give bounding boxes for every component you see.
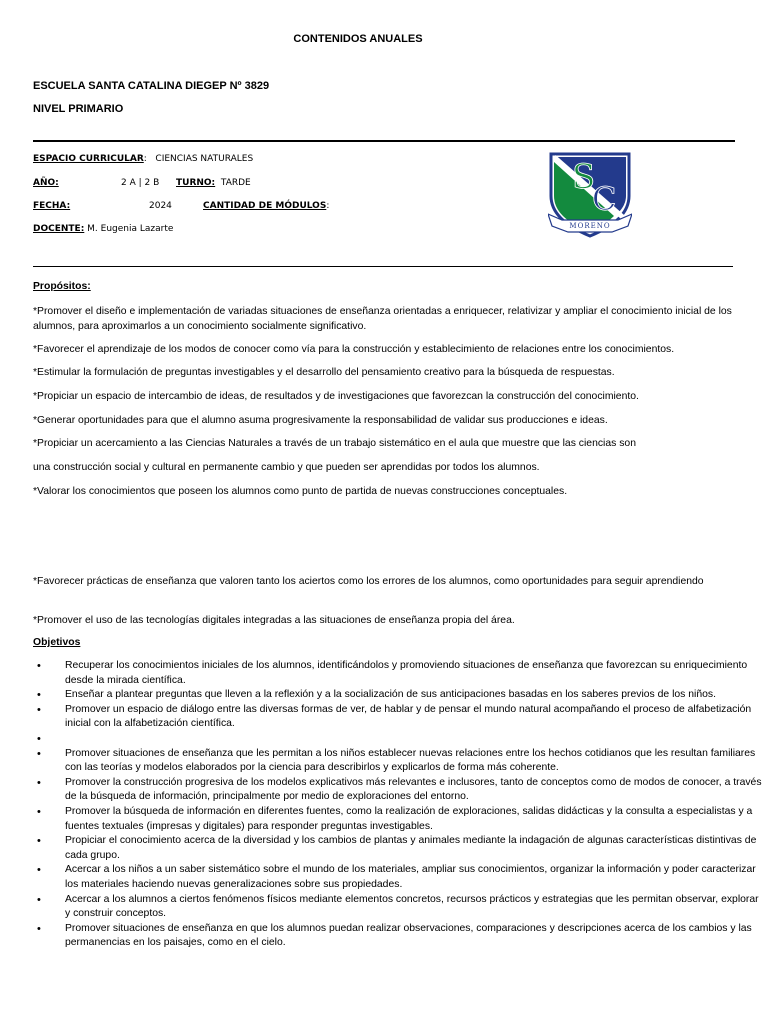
info-divider xyxy=(33,266,733,267)
objetivos-list xyxy=(33,659,765,951)
logo-letter-c: C xyxy=(592,180,617,218)
espacio-curricular-row: ESPACIO CURRICULAR: CIENCIAS NATURALES xyxy=(33,154,254,164)
propositos-heading: Propósitos: xyxy=(33,281,91,292)
proposito-item: *Promover el uso de las tecnologías digitales integradas a las situaciones de enseñanza propia del área. xyxy=(33,615,515,626)
modulos-field: CANTIDAD DE MÓDULOS: xyxy=(203,201,330,211)
objetivo-item: • Promover situaciones de enseñanza en que los alumnos puedan realizar observaciones, comparaciones y descripciones acerca de los cambios y las permanencias en los paisajes, como en el cielo. xyxy=(65,922,765,951)
turno-label: TURNO: xyxy=(176,178,216,188)
proposito-item: *Favorecer prácticas de enseñanza que valoren tanto los aciertos como los errores de los alumnos, como oportunidades para seguir aprendiendo xyxy=(33,576,704,587)
objetivo-item: • Promover situaciones de enseñanza que les permitan a los niños establecer nuevas relaciones entre los hechos cotidianos que les resultan familiares con las teorías y modelos elaborados por la ciencia para describirlos y explicarlos de forma más coherente. xyxy=(65,747,765,776)
proposito-item: *Favorecer el aprendizaje de los modos de conocer como vía para la construcción y establecimiento de relaciones entre los conocimientos. xyxy=(33,344,675,355)
docente-row xyxy=(33,224,173,234)
document-title: CONTENIDOS ANUALES xyxy=(293,33,423,45)
espacio-curricular-label: ESPACIO CURRICULAR xyxy=(33,154,144,164)
fecha-value: 2024 xyxy=(149,201,172,211)
fecha-label: FECHA: xyxy=(33,201,71,211)
objetivo-item: • Recuperar los conocimientos iniciales de los alumnos, identificándolos y promoviendo situaciones de enseñanza que favorezcan su enriquecimiento desde la mirada científica. xyxy=(65,659,765,688)
objetivos-heading: Objetivos xyxy=(33,637,81,648)
proposito-item: *Generar oportunidades para que el alumno asuma progresivamente la responsabilidad de validar sus producciones e ideas. xyxy=(33,415,608,426)
school-level: NIVEL PRIMARIO xyxy=(33,103,124,115)
objetivo-item: • Promover un espacio de diálogo entre las diversas formas de ver, de hablar y de pensar el mundo natural acompañando el proceso de alfabetización inicial con la alfabetización científica. xyxy=(65,703,765,732)
docente-label: DOCENTE: xyxy=(33,224,85,234)
proposito-item: *Valorar los conocimientos que poseen los alumnos como punto de partida de nuevas construcciones conceptuales. xyxy=(33,486,568,497)
objetivo-item: • Acercar a los niños a un saber sistemático sobre el mundo de los materiales, ampliar sus conocimientos, organizar la información y poder caracterizar los materiales haciendo nuevas generalizaciones sobre sus propiedades. xyxy=(65,863,765,892)
header-divider xyxy=(33,140,735,142)
modulos-label: CANTIDAD DE MÓDULOS xyxy=(203,201,327,211)
objetivo-item: • Enseñar a plantear preguntas que lleven a la reflexión y a la socialización de sus anticipaciones basadas en los saberes previos de los niños. xyxy=(65,688,765,703)
logo-ribbon-text: MORENO xyxy=(569,222,611,230)
objetivo-item: • Propiciar el conocimiento acerca de la diversidad y los cambios de plantas y animales mediante la indagación de algunas características distintivas de cada grupo. xyxy=(65,834,765,863)
turno-field xyxy=(176,178,251,188)
proposito-item: *Promover el diseño e implementación de variadas situaciones de enseñanza orientadas a enriquecer, relativizar y ampliar el conocimiento inicial de los alumnos, para aproximarlos a un conocimiento socialmente significativo. xyxy=(33,306,732,332)
proposito-item: *Propiciar un acercamiento a las Ciencias Naturales a través de un trabajo sistemático en el aula que muestre que las ciencias son xyxy=(33,438,636,449)
objetivo-item: • Promover la construcción progresiva de los modelos explicativos más relevantes e inclusores, tanto de conceptos como de modos de conocer, a través de la búsqueda de información, principalmente por medio de exploraciones del entorno. xyxy=(65,776,765,805)
objetivo-item xyxy=(65,732,765,747)
school-name: ESCUELA SANTA CATALINA DIEGEP Nº 3829 xyxy=(33,80,270,92)
docente-value: M. Eugenia Lazarte xyxy=(87,224,174,234)
objetivo-item: • Promover la búsqueda de información en diferentes fuentes, como la realización de exploraciones, salidas didácticas y la consulta a especialistas y a fuentes textuales (impresas y digitales) para responder preguntas investigables. xyxy=(65,805,765,834)
ano-row xyxy=(33,178,59,188)
ano-value: 2 A | 2 B xyxy=(121,178,160,188)
logo-letter-s: S xyxy=(572,157,596,197)
objetivo-item: • Acercar a los alumnos a ciertos fenómenos físicos mediante elementos concretos, recursos prácticos y estrategias que les permitan observar, explorar y construir conceptos. xyxy=(65,893,765,922)
proposito-item: *Estimular la formulación de preguntas investigables y el desarrollo del pensamiento creativo para la búsqueda de respuestas. xyxy=(33,367,615,378)
espacio-curricular-value: CIENCIAS NATURALES xyxy=(155,154,254,164)
ano-label: AÑO: xyxy=(33,178,59,188)
turno-value: TARDE xyxy=(220,178,251,188)
proposito-item: una construcción social y cultural en permanente cambio y que pueden ser aprendidas por todos los alumnos. xyxy=(33,462,540,473)
school-logo-shield-icon xyxy=(548,150,632,240)
proposito-item: *Propiciar un espacio de intercambio de ideas, de resultados y de investigaciones que favorezcan la construcción del conocimiento. xyxy=(33,391,639,402)
